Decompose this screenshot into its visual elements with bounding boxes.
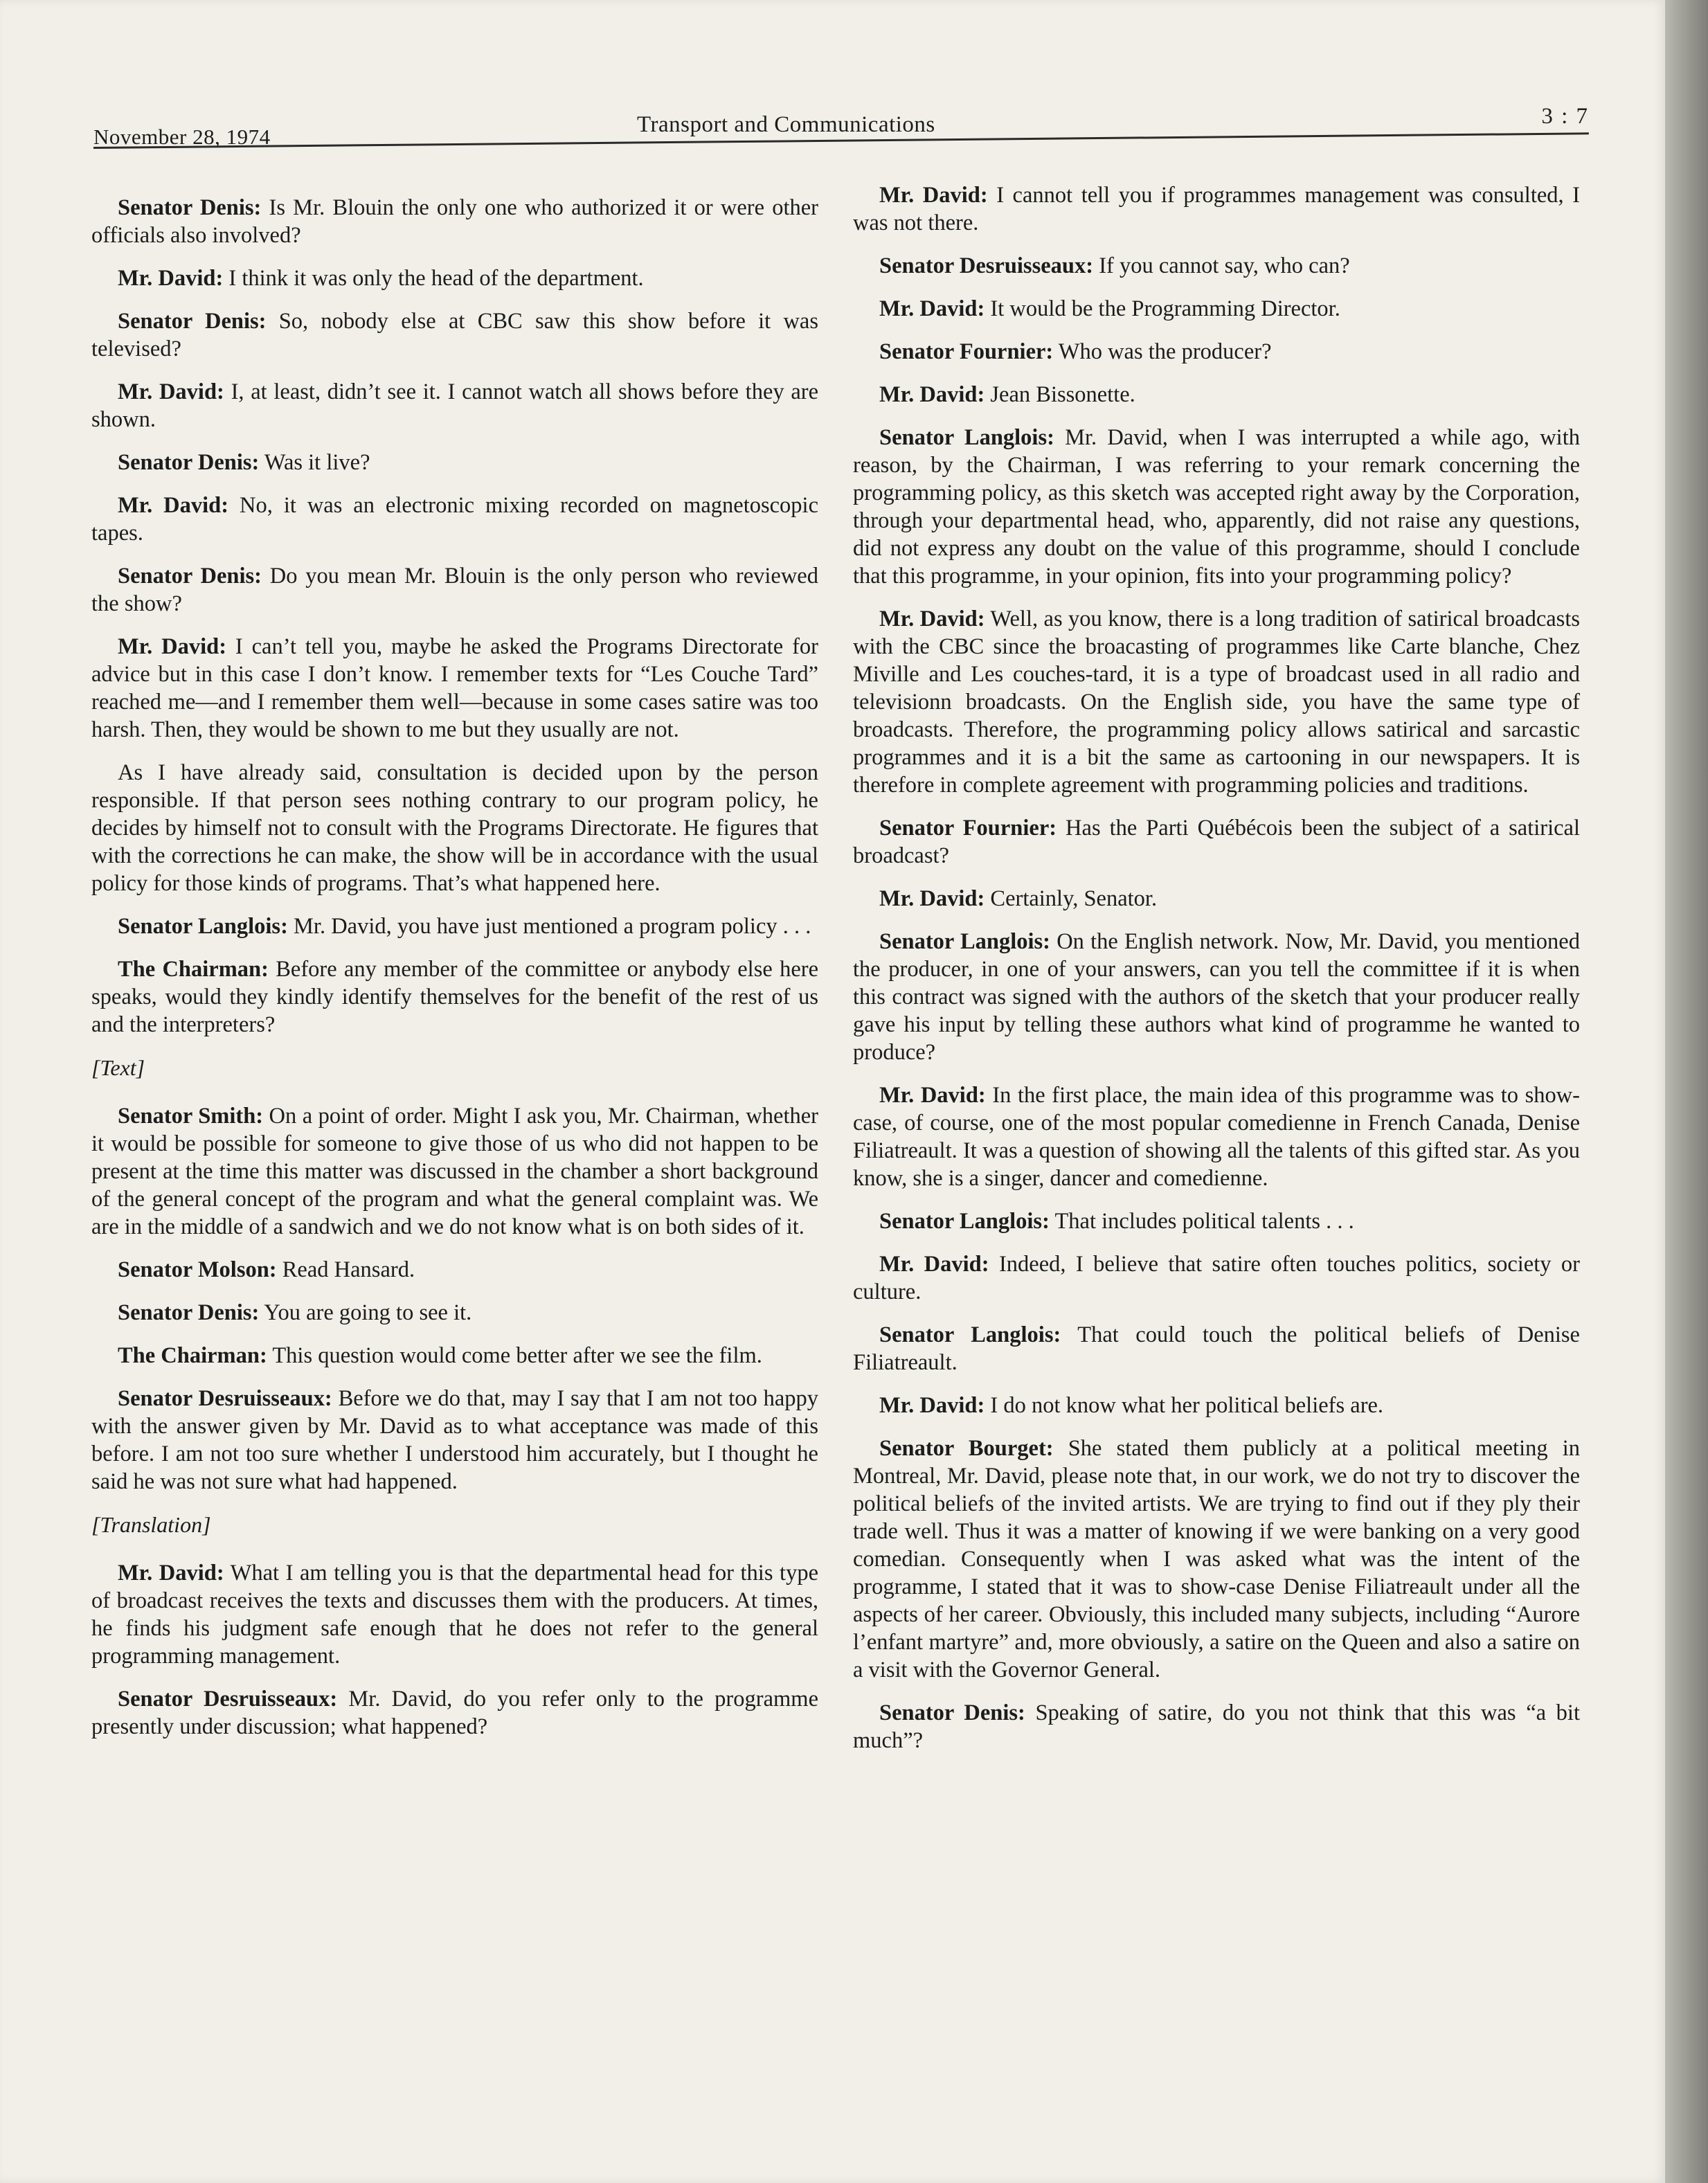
speech-text: Before we do that, may I say that I am not too happy with the answer given by Mr. David as to what acceptance was made of this before. I am not too sure whether I understood him accurately, but I thought he said he was not sure what had happened.: [91, 1386, 818, 1494]
speaker-name: Senator Langlois:: [879, 929, 1050, 954]
speech-text: You are going to see it.: [259, 1300, 472, 1325]
speech-text: What I am telling you is that the departmental head for this type of broadcast receives the texts and discusses them with the producers. At times, he finds his judgment safe enough that he does not refer to the general programming management.: [91, 1561, 818, 1669]
speaker-name: Mr. David:: [879, 1393, 985, 1418]
transcript-paragraph: [91, 1102, 818, 1241]
speech-text: That includes political talents . . .: [1049, 1209, 1354, 1234]
transcript-paragraph: [91, 1385, 818, 1495]
speaker-name: Senator Molson:: [118, 1257, 277, 1282]
header-title: Transport and Communications: [637, 112, 935, 137]
speaker-name: Senator Langlois:: [118, 914, 288, 939]
page-number: 3 : 7: [1541, 104, 1589, 129]
speech-text: Well, as you know, there is a long tradition of satirical broadcasts with the CBC since the broacasting of programmes like Carte blanche, Chez Miville and Les couches-tard, it is a type of broadcast used in all radio and televisionn broadcasts. On the English side, you have the same type of broadcasts. Therefore, the programming policy allows satirical and sarcastic programmes and it is a bit the same as cartooning in our newspapers. It is therefore in complete agreement with programming policies and traditions.: [853, 607, 1580, 798]
section-note: [Translation]: [91, 1512, 211, 1537]
speech-text: I, at least, didn’t see it. I cannot watch all shows before they are shown.: [91, 379, 818, 432]
speech-text: It would be the Programming Director.: [985, 296, 1340, 321]
speaker-name: Mr. David:: [879, 886, 985, 911]
speaker-name: Senator Smith:: [118, 1104, 264, 1129]
transcript-paragraph: [91, 1685, 818, 1741]
speech-text: Read Hansard.: [276, 1257, 415, 1282]
section-note: [Text]: [91, 1055, 145, 1080]
speech-text: On the English network. Now, Mr. David, you mentioned the producer, in one of your answers, can you tell the committee if it is when this contract was signed with the authors of the sketch that your producer really gave his input by telling these authors what kind of programme he wanted to produce?: [853, 929, 1580, 1065]
speaker-name: Senator Langlois:: [879, 1322, 1061, 1347]
speech-text: Indeed, I believe that satire often touches politics, society or culture.: [853, 1252, 1581, 1304]
speech-text: Who was the producer?: [1053, 339, 1272, 364]
transcript-paragraph: [853, 1392, 1580, 1419]
speaker-name: Mr. David:: [118, 1561, 224, 1585]
speech-text: Has the Parti Québécois been the subject of a satirical broadcast?: [853, 816, 1581, 868]
transcript-paragraph: [853, 252, 1580, 280]
speaker-name: Mr. David:: [879, 296, 985, 321]
transcript-paragraph: [853, 885, 1580, 913]
speech-text: I cannot tell you if programmes management was consulted, I was not there.: [853, 183, 1581, 235]
speech-text: I do not know what her political beliefs are.: [985, 1393, 1384, 1418]
speech-text: Was it live?: [259, 450, 370, 475]
transcript-paragraph: [853, 1081, 1580, 1192]
speaker-name: Mr. David:: [879, 1083, 986, 1108]
transcript-paragraph: [853, 605, 1580, 799]
speaker-name: Senator Desruisseaux:: [118, 1687, 338, 1712]
transcript-paragraph: [91, 1299, 818, 1327]
transcript-paragraph: [853, 381, 1580, 408]
transcript-paragraph: [853, 181, 1580, 237]
transcript-paragraph: [853, 424, 1580, 590]
speech-text: On a point of order. Might I ask you, Mr. Chairman, whether it would be possible for someone to give those of us who did not happen to be present at the time this matter was discussed in the chamber a short background of the general concept of the program and what the general complaint was. We are in the middle of a sandwich and we do not know what is on both sides of it.: [91, 1104, 818, 1239]
transcript-paragraph: [853, 1207, 1580, 1235]
speaker-name: The Chairman:: [118, 957, 269, 982]
transcript-paragraph: [91, 1256, 818, 1284]
speaker-name: Mr. David:: [879, 607, 985, 631]
speech-text: Do you mean Mr. Blouin is the only person who reviewed the show?: [91, 564, 818, 616]
transcript-paragraph: [91, 562, 818, 618]
transcript-paragraph: [91, 1559, 818, 1670]
speaker-name: Mr. David:: [118, 266, 224, 291]
speech-text: She stated them publicly at a political meeting in Montreal, Mr. David, please note that, in our work, we do not try to discover the political beliefs of the invited artists. We are trying to find out if they ply their trade well. Thus it was a matter of knowing if we were banking on a very good comedian. Consequently when I was asked what was the intent of the programme, I stated that it was to show-case Denise Filiatreault under all the aspects of her career. Obviously, this included many subjects, including “Aurore l’enfant martyre” and, more obviously, a satire on the Queen and also a satire on a visit with the Governor General.: [853, 1436, 1581, 1682]
page-header: [93, 104, 1589, 159]
speaker-name: Mr. David:: [879, 183, 988, 208]
speech-text: I can’t tell you, maybe he asked the Programs Directorate for advice but in this case I don’t know. I remember texts for “Les Couche Tard” reached me—and I remember them well—because in some cases satire was too harsh. Then, they would be shown to me but they usually are not.: [91, 634, 818, 742]
transcript-paragraph: [853, 338, 1580, 366]
transcript-paragraph: [91, 955, 818, 1039]
transcript-paragraph: [91, 449, 818, 476]
transcript-paragraph: [853, 928, 1580, 1066]
left-column: [91, 194, 818, 1756]
transcript-paragraph: [91, 1342, 818, 1369]
speech-text: If you cannot say, who can?: [1093, 253, 1350, 278]
speaker-name: Senator Denis:: [118, 564, 262, 589]
speech-text: Speaking of satire, do you not think that this was “a bit much”?: [853, 1700, 1580, 1753]
speaker-name: Senator Denis:: [118, 195, 262, 220]
speech-text: This question would come better after we see the film.: [267, 1343, 762, 1368]
speech-text: Is Mr. Blouin the only one who authorized it or were other officials also involved?: [91, 195, 818, 248]
transcript-paragraph: [91, 633, 818, 744]
transcript-paragraph: [91, 378, 818, 433]
transcript-paragraph: [853, 814, 1580, 870]
transcript-paragraph: [853, 1321, 1580, 1376]
speech-text: No, it was an electronic mixing recorded on magnetoscopic tapes.: [91, 493, 819, 546]
speaker-name: Senator Bourget:: [879, 1436, 1054, 1461]
speaker-name: Senator Fournier:: [879, 816, 1057, 841]
speech-text: Certainly, Senator.: [985, 886, 1158, 911]
speech-text: I think it was only the head of the department.: [223, 266, 644, 291]
transcript-paragraph: [853, 295, 1580, 323]
speaker-name: Senator Desruisseaux:: [879, 253, 1094, 278]
speaker-name: Senator Langlois:: [879, 1209, 1050, 1234]
speech-text: Mr. David, you have just mentioned a program policy . . .: [287, 914, 811, 939]
transcript-paragraph: [91, 913, 818, 940]
speech-text: Before any member of the committee or anybody else here speaks, would they kindly identify themselves for the benefit of the rest of us and the interpreters?: [91, 957, 818, 1037]
transcript-paragraph: [91, 194, 818, 249]
header-date: November 28, 1974: [93, 125, 271, 149]
speaker-name: Mr. David:: [118, 493, 229, 518]
speaker-name: Senator Denis:: [118, 1300, 260, 1325]
speech-text: That could touch the political beliefs of Denise Filiatreault.: [853, 1322, 1580, 1375]
speaker-name: Senator Langlois:: [879, 425, 1054, 450]
transcript-paragraph: [853, 1250, 1580, 1306]
speech-text: In the first place, the main idea of this programme was to show-case, of course, one of the most popular comedienne in French Canada, Denise Filiatreault. It was a question of showing all the talents of this gifted star. As you know, she is a singer, dancer and comedienne.: [853, 1083, 1581, 1191]
transcript-paragraph: [853, 1699, 1580, 1754]
speaker-name: Senator Fournier:: [879, 339, 1054, 364]
speech-text: Mr. David, when I was interrupted a while ago, with reason, by the Chairman, I was referring to your remark concerning the programming policy, as this sketch was accepted right away by the Corporation, through your departmental head, who, apparently, did not raise any questions, did not express any doubt on the value of this programme, should I conclude that this programme, in your opinion, fits into your programming policy?: [853, 425, 1580, 589]
speech-text: Jean Bissonette.: [985, 382, 1135, 407]
page-edge: [1665, 0, 1708, 2183]
speaker-name: Senator Denis:: [879, 1700, 1025, 1725]
speaker-name: Mr. David:: [879, 382, 985, 407]
speaker-name: Senator Denis:: [118, 309, 267, 334]
speaker-name: Senator Desruisseaux:: [118, 1386, 332, 1411]
transcript-paragraph: [91, 759, 818, 897]
right-column: [853, 181, 1580, 1770]
speech-text: So, nobody else at CBC saw this show before it was televised?: [91, 309, 818, 361]
speaker-name: The Chairman:: [118, 1343, 267, 1368]
transcript-paragraph: [853, 1435, 1580, 1684]
transcript-paragraph: [91, 492, 818, 547]
speaker-name: Mr. David:: [118, 634, 227, 659]
speech-text: As I have already said, consultation is decided upon by the person responsible. If that person sees nothing contrary to our program policy, he decides by himself not to consult with the Programs Directorate. He figures that with the corrections he can make, the show will be in accordance with the usual policy for those kinds of programs. That’s what happened here.: [91, 760, 818, 896]
speaker-name: Mr. David:: [118, 379, 224, 404]
transcript-paragraph: [91, 264, 818, 292]
speech-text: Mr. David, do you refer only to the programme presently under discussion; what happened?: [91, 1687, 818, 1739]
speaker-name: Senator Denis:: [118, 450, 260, 475]
speaker-name: Mr. David:: [879, 1252, 989, 1277]
transcript-paragraph: [91, 307, 818, 363]
